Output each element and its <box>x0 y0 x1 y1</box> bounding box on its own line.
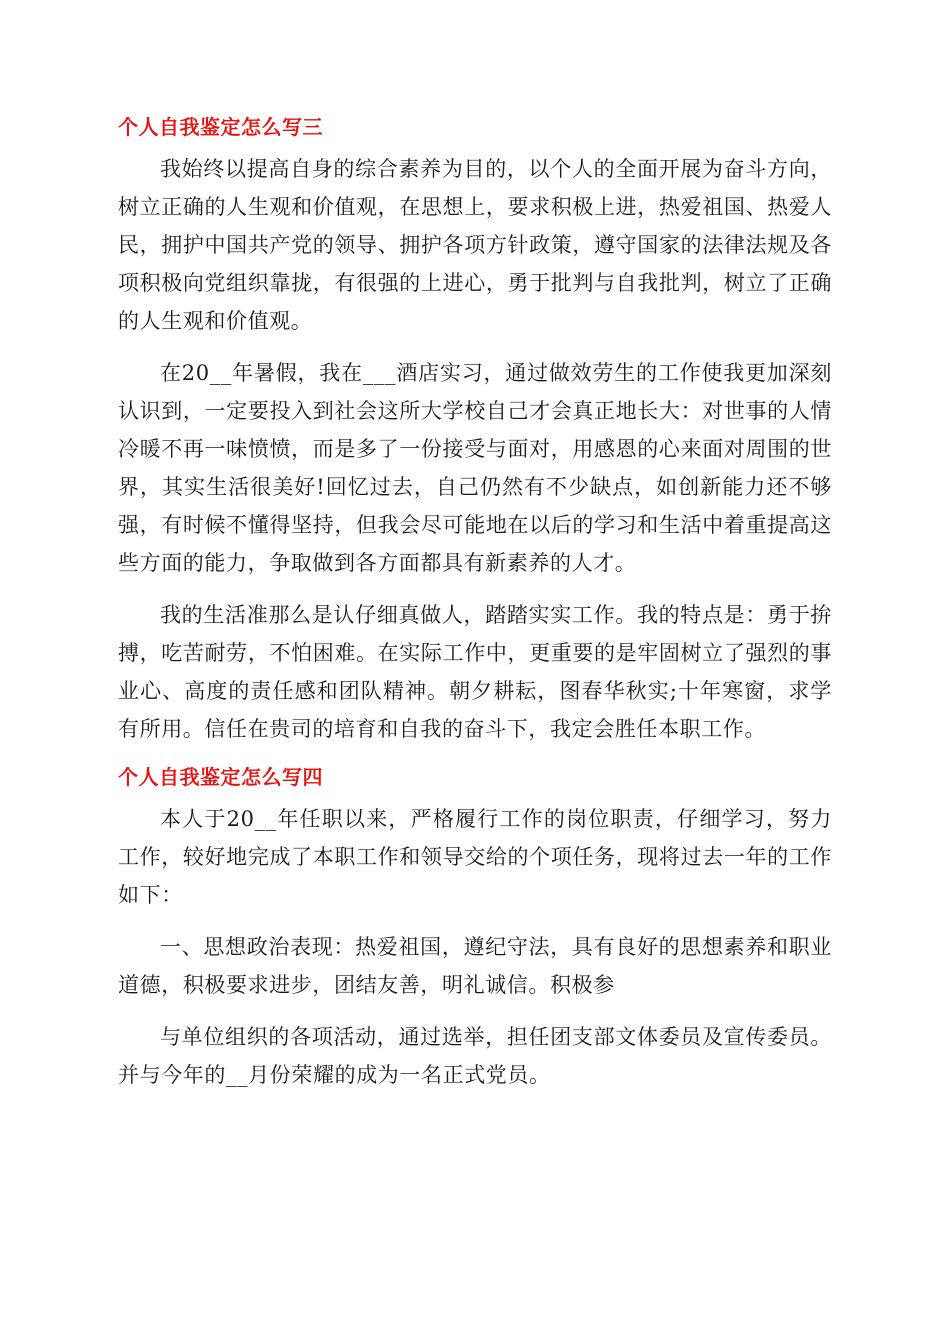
paragraph: 在20__年暑假，我在___酒店实习，通过做效劳生的工作使我更加深刻认识到，一定要投入到社会这所大学校自己才会真正地长大：对世事的人情冷暖不再一味愤愤，而是多了一份接受与面对，用感恩的心来面对周围的世界，其实生活很美好!回忆过去，自己仍然有不少缺点，如创新能力还不够强，有时候不懂得坚持，但我会尽可能地在以后的学习和生活中着重提高这些方面的能力，争取做到各方面都具有新素养的人才。 <box>118 361 832 575</box>
section-heading-3: 个人自我鉴定怎么写三 <box>118 115 323 139</box>
document-body <box>118 112 832 1108</box>
paragraph: 一、思想政治表现：热爱祖国，遵纪守法，具有良好的思想素养和职业道德，积极要求进步，团结友善，明礼诚信。积极参 <box>118 935 832 997</box>
paragraph: 我始终以提高自身的综合素养为目的，以个人的全面开展为奋斗方向，树立正确的人生观和价值观，在思想上，要求积极上进，热爱祖国、热爱人民，拥护中国共产党的领导、拥护各项方针政策，遵守国家的法律法规及各项积极向党组织靠拢，有很强的上进心，勇于批判与自我批判，树立了正确的人生观和价值观。 <box>118 157 832 333</box>
paragraph: 我的生活准那么是认仔细真做人，踏踏实实工作。我的特点是：勇于拚搏，吃苦耐劳，不怕困难。在实际工作中，更重要的是牢固树立了强烈的事业心、高度的责任感和团队精神。朝夕耕耘，图春华秋实;十年寒窗，求学有所用。信任在贵司的培育和自我的奋斗下，我定会胜任本职工作。 <box>118 603 832 741</box>
section-heading-4: 个人自我鉴定怎么写四 <box>118 765 323 789</box>
paragraph: 本人于20__年任职以来，严格履行工作的岗位职责，仔细学习，努力工作，较好地完成了本职工作和领导交给的个项任务，现将过去一年的工作如下： <box>118 807 832 907</box>
paragraph: 与单位组织的各项活动，通过选举，担任团支部文体委员及宣传委员。并与今年的__月份荣耀的成为一名正式党员。 <box>118 1025 832 1087</box>
